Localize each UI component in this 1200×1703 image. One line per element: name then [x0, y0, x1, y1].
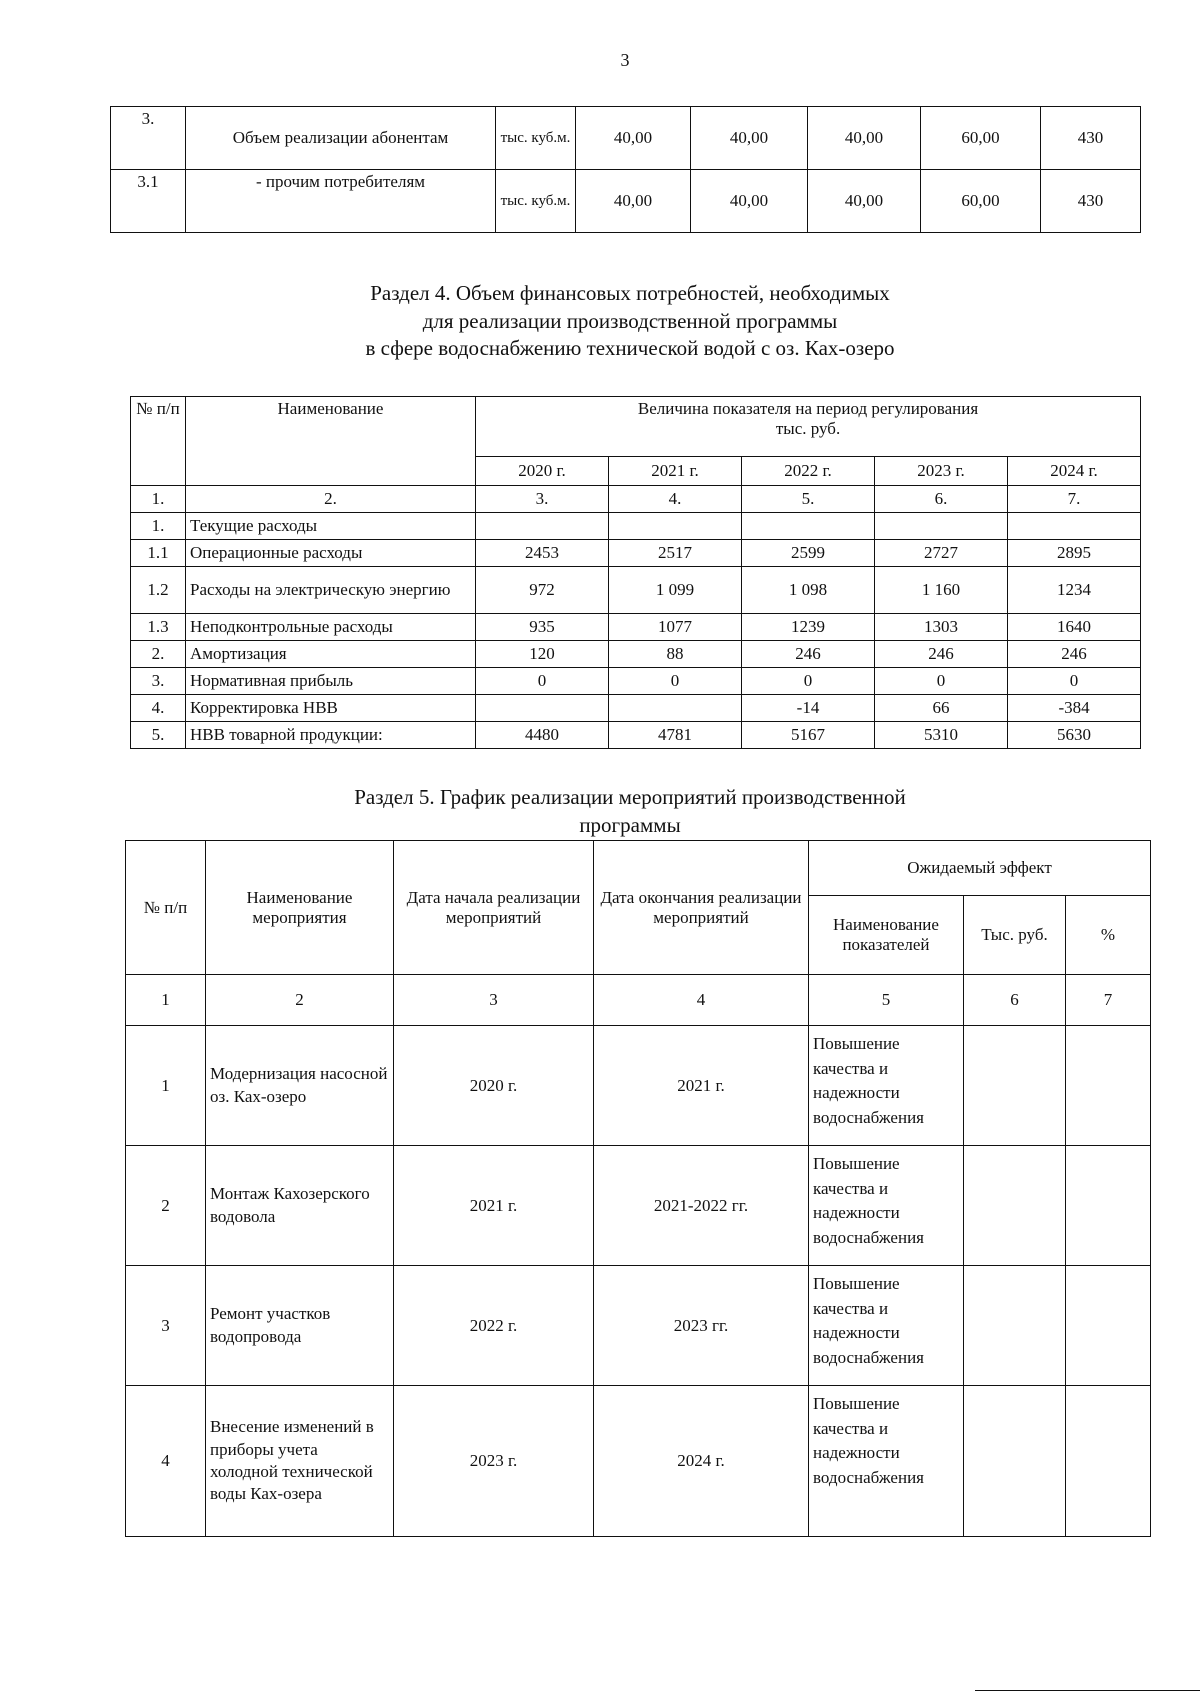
- value-cell: [1008, 513, 1141, 540]
- index-cell: 6.: [875, 486, 1008, 513]
- table-row: [131, 695, 1141, 722]
- effect-pct: [1066, 1146, 1151, 1266]
- index-cell: 3.: [476, 486, 609, 513]
- row-unit: тыс. куб.м.: [496, 170, 576, 233]
- table-row: [111, 107, 1141, 170]
- effect-text: Повышение качества и надежности водоснабжения: [809, 1146, 964, 1266]
- value-cell: [476, 513, 609, 540]
- index-cell: 7: [1066, 975, 1151, 1026]
- value-cell: 1303: [875, 614, 1008, 641]
- row-number: 1: [126, 1026, 206, 1146]
- row-number: 2.: [131, 641, 186, 668]
- effect-pct: [1066, 1266, 1151, 1386]
- table-row: [131, 614, 1141, 641]
- value-cell: 1 099: [609, 567, 742, 614]
- table-row: [131, 641, 1141, 668]
- header-year: 2022 г.: [742, 457, 875, 486]
- value-cell: [609, 695, 742, 722]
- value-cell: -384: [1008, 695, 1141, 722]
- row-unit: тыс. куб.м.: [496, 107, 576, 170]
- header-effect-rub: Тыс. руб.: [964, 896, 1066, 975]
- start-date: 2021 г.: [394, 1146, 594, 1266]
- value-cell: [609, 513, 742, 540]
- value-cell: 5310: [875, 722, 1008, 749]
- value-cell: 66: [875, 695, 1008, 722]
- table-row: [131, 540, 1141, 567]
- table-row: [131, 668, 1141, 695]
- value-cell: 5630: [1008, 722, 1141, 749]
- value-cell: 0: [875, 668, 1008, 695]
- index-cell: 3: [394, 975, 594, 1026]
- header-name: Наименование мероприятия: [206, 841, 394, 975]
- value-cell: 0: [1008, 668, 1141, 695]
- table-row: [131, 513, 1141, 540]
- effect-text: Повышение качества и надежности водоснабжения: [809, 1386, 964, 1537]
- schedule-table: [125, 840, 1151, 1537]
- index-cell: 1.: [131, 486, 186, 513]
- row-name: Операционные расходы: [186, 540, 476, 567]
- row-number: 3.: [111, 107, 186, 170]
- start-date: 2020 г.: [394, 1026, 594, 1146]
- start-date: 2022 г.: [394, 1266, 594, 1386]
- effect-pct: [1066, 1026, 1151, 1146]
- index-cell: 2.: [186, 486, 476, 513]
- row-name: Корректировка НВВ: [186, 695, 476, 722]
- table-row: [111, 170, 1141, 233]
- row-name: Амортизация: [186, 641, 476, 668]
- row-name: Объем реализации абонентам: [186, 107, 496, 170]
- value-cell: [476, 695, 609, 722]
- index-cell: 5: [809, 975, 964, 1026]
- value-cell: 2895: [1008, 540, 1141, 567]
- effect-rub: [964, 1146, 1066, 1266]
- row-number: 4.: [131, 695, 186, 722]
- value-cell: 40,00: [691, 107, 808, 170]
- value-cell: 935: [476, 614, 609, 641]
- table-row: [126, 1266, 1151, 1386]
- row-name: НВВ товарной продукции:: [186, 722, 476, 749]
- row-number: 2: [126, 1146, 206, 1266]
- row-name: Ремонт участков водопровода: [206, 1266, 394, 1386]
- value-cell: 0: [742, 668, 875, 695]
- table-row: [131, 722, 1141, 749]
- header-year: 2024 г.: [1008, 457, 1141, 486]
- effect-text: Повышение качества и надежности водоснабжения: [809, 1266, 964, 1386]
- index-cell: 4.: [609, 486, 742, 513]
- header-year: 2023 г.: [875, 457, 1008, 486]
- row-name: Неподконтрольные расходы: [186, 614, 476, 641]
- header-period: [476, 397, 1141, 457]
- value-cell: 1 098: [742, 567, 875, 614]
- section5-title: [250, 784, 1010, 839]
- section4-title-line: Раздел 4. Объем финансовых потребностей, необходимых: [370, 281, 890, 305]
- value-cell: 2599: [742, 540, 875, 567]
- value-cell: 1239: [742, 614, 875, 641]
- end-date: 2021 г.: [594, 1026, 809, 1146]
- volumes-table: [110, 106, 1141, 233]
- value-cell: 246: [1008, 641, 1141, 668]
- effect-rub: [964, 1266, 1066, 1386]
- value-cell: 40,00: [808, 107, 921, 170]
- index-cell: 7.: [1008, 486, 1141, 513]
- value-cell: 4480: [476, 722, 609, 749]
- value-cell: 40,00: [576, 170, 691, 233]
- value-cell: 246: [742, 641, 875, 668]
- table-row: [126, 1026, 1151, 1146]
- header-effect-name: Наименование показателей: [809, 896, 964, 975]
- index-row: [126, 975, 1151, 1026]
- row-name: Нормативная прибыль: [186, 668, 476, 695]
- value-cell: -14: [742, 695, 875, 722]
- header-effect: Ожидаемый эффект: [809, 841, 1151, 896]
- finance-table: [130, 396, 1141, 749]
- header-num: № п/п: [126, 841, 206, 975]
- header-start: Дата начала реализации мероприятий: [394, 841, 594, 975]
- row-name: Модернизация насосной оз. Ках-озеро: [206, 1026, 394, 1146]
- header-period-line: тыс. руб.: [775, 418, 841, 438]
- value-cell: 0: [476, 668, 609, 695]
- table-row: [126, 1386, 1151, 1537]
- value-cell: 2453: [476, 540, 609, 567]
- row-name: - прочим потребителям: [186, 170, 496, 233]
- value-cell: 246: [875, 641, 1008, 668]
- value-cell: 60,00: [921, 170, 1041, 233]
- row-number: 3: [126, 1266, 206, 1386]
- value-cell: 430: [1041, 107, 1141, 170]
- value-cell: 40,00: [808, 170, 921, 233]
- row-name: Внесение изменений в приборы учета холодной технической воды Ках-озера: [206, 1386, 394, 1537]
- index-row: [131, 486, 1141, 513]
- row-number: 3.: [131, 668, 186, 695]
- end-date: 2023 гг.: [594, 1266, 809, 1386]
- index-cell: 5.: [742, 486, 875, 513]
- index-cell: 1: [126, 975, 206, 1026]
- end-date: 2021-2022 гг.: [594, 1146, 809, 1266]
- value-cell: 972: [476, 567, 609, 614]
- index-cell: 2: [206, 975, 394, 1026]
- value-cell: [742, 513, 875, 540]
- value-cell: 40,00: [691, 170, 808, 233]
- value-cell: 1 160: [875, 567, 1008, 614]
- value-cell: [875, 513, 1008, 540]
- effect-rub: [964, 1026, 1066, 1146]
- section5-title-line: программы: [579, 812, 681, 837]
- section4-title: [250, 280, 1010, 363]
- end-date: 2024 г.: [594, 1386, 809, 1537]
- row-number: 1.2: [131, 567, 186, 614]
- effect-text: Повышение качества и надежности водоснабжения: [809, 1026, 964, 1146]
- value-cell: 4781: [609, 722, 742, 749]
- value-cell: 1077: [609, 614, 742, 641]
- value-cell: 1640: [1008, 614, 1141, 641]
- row-number: 1.1: [131, 540, 186, 567]
- row-name: Монтаж Кахозерского водовола: [206, 1146, 394, 1266]
- value-cell: 2517: [609, 540, 742, 567]
- value-cell: 40,00: [576, 107, 691, 170]
- header-row: [131, 397, 1141, 457]
- row-number: 3.1: [111, 170, 186, 233]
- value-cell: 1234: [1008, 567, 1141, 614]
- header-num: № п/п: [131, 397, 186, 486]
- bottom-rule: [975, 1690, 1200, 1691]
- value-cell: 60,00: [921, 107, 1041, 170]
- row-number: 1.3: [131, 614, 186, 641]
- row-name: Текущие расходы: [186, 513, 476, 540]
- row-name: Расходы на электрическую энергию: [186, 567, 476, 614]
- header-period-line: Величина показателя на период регулирования: [637, 399, 979, 418]
- row-number: 4: [126, 1386, 206, 1537]
- header-year: 2020 г.: [476, 457, 609, 486]
- header-effect-pct: %: [1066, 896, 1151, 975]
- value-cell: 5167: [742, 722, 875, 749]
- header-year: 2021 г.: [609, 457, 742, 486]
- section5-title-line: Раздел 5. График реализации мероприятий производственной: [354, 785, 906, 809]
- table-row: [131, 567, 1141, 614]
- header-name: Наименование: [186, 397, 476, 486]
- row-number: 5.: [131, 722, 186, 749]
- effect-rub: [964, 1386, 1066, 1537]
- index-cell: 4: [594, 975, 809, 1026]
- section4-title-line: для реализации производственной программы: [422, 308, 838, 333]
- header-end: Дата окончания реализации мероприятий: [594, 841, 809, 975]
- value-cell: 430: [1041, 170, 1141, 233]
- start-date: 2023 г.: [394, 1386, 594, 1537]
- value-cell: 120: [476, 641, 609, 668]
- header-row: [126, 841, 1151, 896]
- value-cell: 88: [609, 641, 742, 668]
- table-row: [126, 1146, 1151, 1266]
- row-number: 1.: [131, 513, 186, 540]
- page-number: 3: [620, 50, 630, 70]
- index-cell: 6: [964, 975, 1066, 1026]
- value-cell: 0: [609, 668, 742, 695]
- value-cell: 2727: [875, 540, 1008, 567]
- section4-title-line: в сфере водоснабжению технической водой с оз. Ках-озеро: [365, 336, 895, 361]
- effect-pct: [1066, 1386, 1151, 1537]
